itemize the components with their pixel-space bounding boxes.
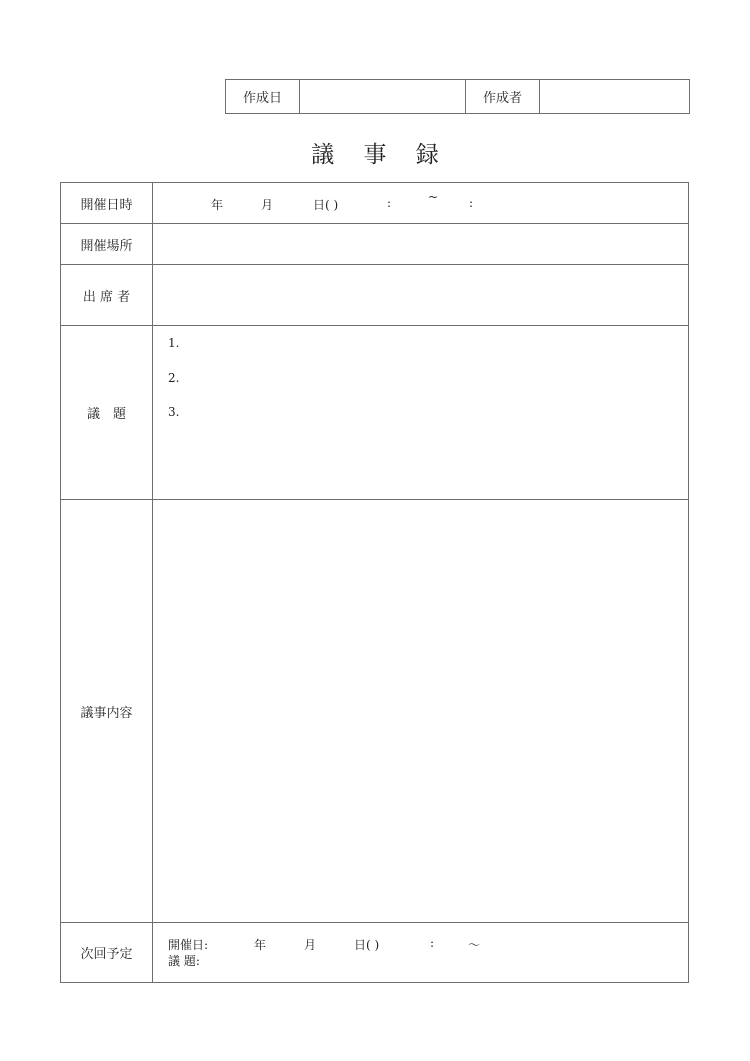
next-meeting-field[interactable] bbox=[153, 923, 689, 983]
place-field[interactable] bbox=[153, 224, 689, 265]
datetime-row bbox=[61, 183, 689, 224]
next-year-unit: 年 bbox=[254, 938, 267, 952]
place-row bbox=[61, 224, 689, 265]
created-date-label: 作成日 bbox=[226, 80, 300, 114]
place-label: 開催場所 bbox=[61, 224, 153, 265]
next-time-colon: : bbox=[430, 936, 435, 950]
author-label: 作成者 bbox=[466, 80, 540, 114]
year-unit: 年 bbox=[211, 198, 224, 212]
end-time-colon: : bbox=[469, 196, 474, 210]
next-month-unit: 月 bbox=[304, 938, 317, 952]
range-tilde: ~ bbox=[428, 190, 439, 204]
document-title: 議 事 録 bbox=[311, 142, 450, 168]
next-topic-label: 議 題: bbox=[168, 954, 200, 968]
month-unit: 月 bbox=[261, 198, 274, 212]
next-meeting-row bbox=[61, 923, 689, 983]
document-meta-table bbox=[225, 79, 690, 114]
start-time-colon: : bbox=[387, 196, 392, 210]
minutes-field[interactable] bbox=[153, 500, 689, 923]
minutes-row bbox=[61, 500, 689, 923]
next-date-label: 開催日: bbox=[168, 938, 209, 952]
agenda-item-3: 3. bbox=[168, 405, 180, 419]
minutes-label: 議事内容 bbox=[61, 500, 153, 923]
agenda-label: 議 題 bbox=[61, 326, 153, 500]
agenda-item-1: 1. bbox=[168, 336, 180, 350]
agenda-item-2: 2. bbox=[168, 371, 180, 385]
next-meeting-label: 次回予定 bbox=[61, 923, 153, 983]
day-unit: 日( ) bbox=[313, 198, 339, 212]
next-day-unit: 日( ) bbox=[354, 938, 380, 952]
agenda-field[interactable] bbox=[153, 326, 689, 500]
agenda-row bbox=[61, 326, 689, 500]
attendees-row bbox=[61, 265, 689, 326]
datetime-label: 開催日時 bbox=[61, 183, 153, 224]
author-field[interactable] bbox=[540, 80, 690, 114]
minutes-table bbox=[60, 182, 689, 983]
next-date-line bbox=[168, 936, 588, 952]
attendees-field[interactable] bbox=[153, 265, 689, 326]
created-date-field[interactable] bbox=[300, 80, 466, 114]
next-range-tilde: ～ bbox=[468, 938, 481, 952]
datetime-field[interactable] bbox=[153, 183, 689, 224]
attendees-label: 出 席 者 bbox=[61, 265, 153, 326]
datetime-template bbox=[153, 183, 688, 223]
